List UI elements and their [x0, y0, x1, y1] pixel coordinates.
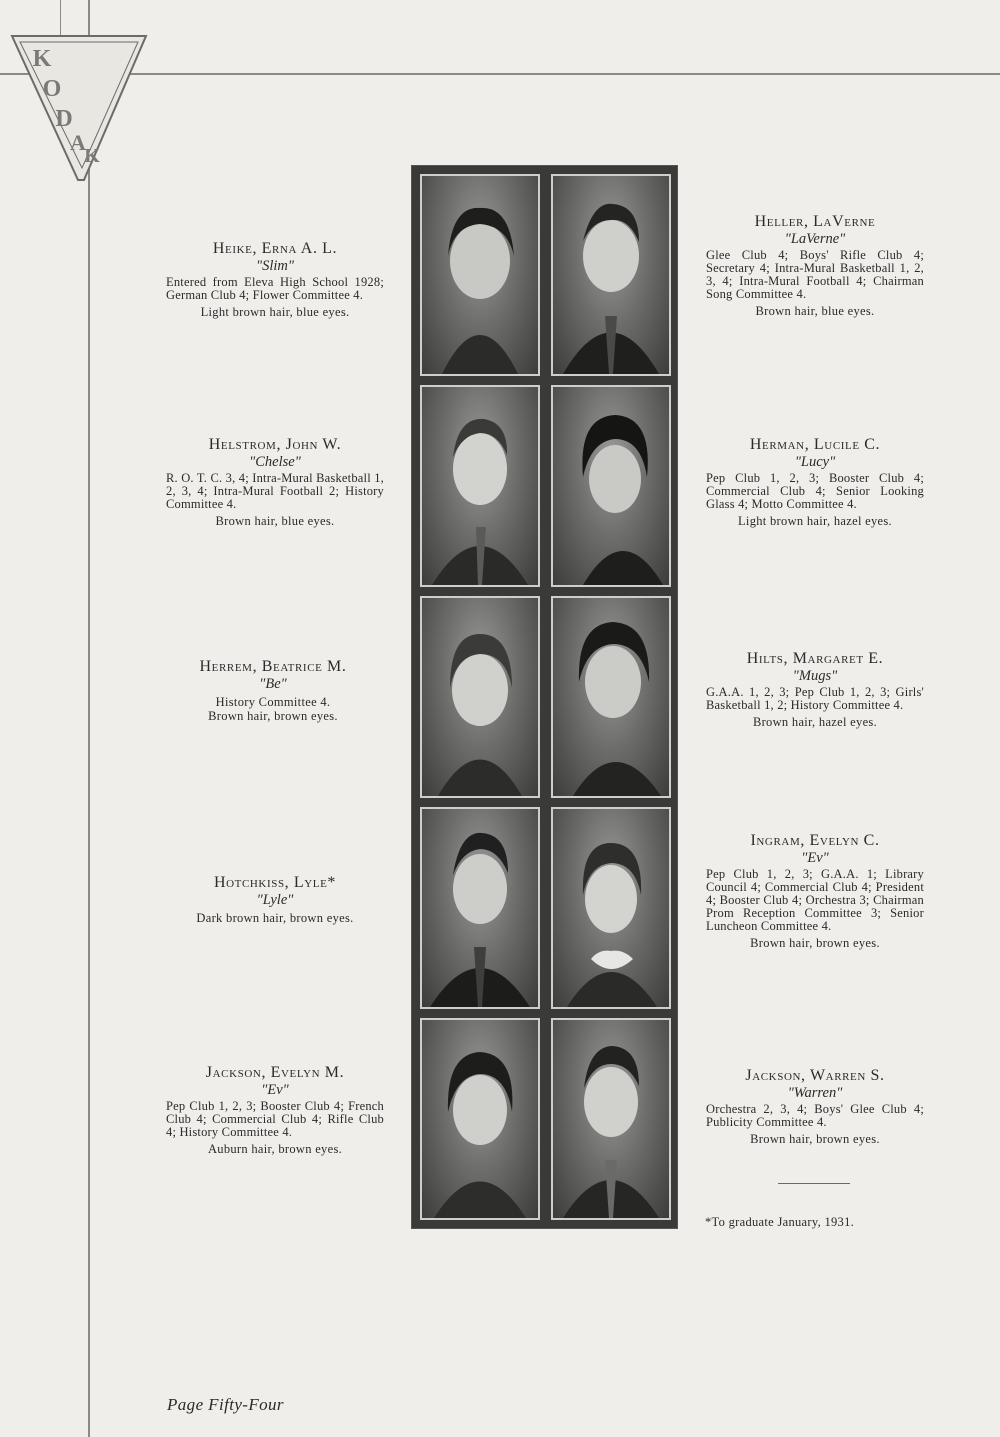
student-activities: Entered from Eleva High School 1928; German Club 4; Flower Committee 4.	[166, 275, 384, 302]
logo-letter: K	[32, 46, 52, 72]
bio-hilts	[706, 650, 924, 729]
portrait-photo-hotchkiss	[420, 807, 540, 1009]
portrait-photo-helstrom	[420, 385, 540, 587]
photo-strip	[411, 165, 678, 1229]
student-description: Light brown hair, hazel eyes.	[738, 514, 892, 528]
student-description: Brown hair, blue eyes.	[215, 514, 335, 528]
student-nickname: "LaVerne"	[784, 231, 846, 247]
student-name: Ingram, Evelyn C.	[750, 832, 880, 849]
student-activities: Pep Club 1, 2, 3; Booster Club 4; Commercial Club 4; Senior Looking Glass 4; Motto Committee 4.	[706, 471, 924, 511]
bio-heike	[166, 240, 384, 319]
footnote: *To graduate January, 1931.	[705, 1215, 855, 1229]
student-activities: History Committee 4.	[215, 695, 331, 709]
bio-jackson-warren	[706, 1067, 924, 1146]
portrait-photo-ingram	[551, 807, 671, 1009]
portrait-photo-herrem	[420, 596, 540, 798]
logo-letter: D	[55, 106, 73, 132]
student-nickname: "Chelse"	[249, 454, 301, 470]
student-activities: Pep Club 1, 2, 3; Booster Club 4; French Club 4; Commercial Club 4; Rifle Club 4; History Committee 4.	[166, 1099, 384, 1139]
page-number: Page Fifty-Four	[167, 1395, 284, 1414]
student-nickname: "Ev"	[261, 1082, 289, 1098]
student-description: Light brown hair, blue eyes.	[200, 305, 350, 319]
student-description: Auburn hair, brown eyes.	[207, 1142, 343, 1156]
bio-herman	[706, 436, 924, 528]
student-name: Heller, LaVerne	[754, 213, 876, 230]
student-description: Brown hair, blue eyes.	[755, 304, 875, 318]
student-name: Herrem, Beatrice M.	[199, 658, 347, 675]
student-activities: G.A.A. 1, 2, 3; Pep Club 1, 2, 3; Girls' Basketball 1, 2; History Committee 4.	[706, 685, 924, 712]
student-name: Herman, Lucile C.	[749, 436, 881, 453]
logo-letter: O	[42, 76, 62, 102]
bio-hotchkiss	[166, 874, 384, 925]
portrait-photo-heike	[420, 174, 540, 376]
kodak-logo	[0, 0, 160, 190]
portrait-photo-jackson-evelyn	[420, 1018, 540, 1220]
student-description: Brown hair, brown eyes.	[750, 1132, 880, 1146]
student-nickname: "Be"	[259, 676, 287, 692]
student-name: Hilts, Margaret E.	[746, 650, 884, 667]
portrait-photo-heller	[551, 174, 671, 376]
portrait-photo-herman	[551, 385, 671, 587]
student-description: Dark brown hair, brown eyes.	[196, 911, 354, 925]
footnote-divider	[778, 1183, 850, 1184]
student-name: Helstrom, John W.	[208, 436, 342, 453]
portrait-photo-hilts	[551, 596, 671, 798]
student-nickname: "Mugs"	[792, 668, 838, 684]
student-name: Heike, Erna A. L.	[212, 240, 338, 257]
student-activities: Glee Club 4; Boys' Rifle Club 4; Secretary 4; Intra-Mural Basketball 1, 2, 3, 4; Intra-Mural Football 4; Chairman Song Committee 4.	[706, 248, 924, 301]
student-activities: R. O. T. C. 3, 4; Intra-Mural Basketball 1, 2, 3, 4; Intra-Mural Football 2; History Committee 4.	[166, 471, 384, 511]
left-vertical-rule	[88, 0, 90, 1437]
student-name: Hotchkiss, Lyle*	[213, 874, 337, 891]
logo-letter: A	[70, 130, 86, 155]
bio-herrem	[164, 658, 382, 723]
student-nickname: "Warren"	[787, 1085, 843, 1101]
student-nickname: "Slim"	[256, 258, 294, 274]
bio-heller	[706, 213, 924, 318]
student-nickname: "Lucy"	[794, 454, 836, 470]
student-nickname: "Ev"	[801, 850, 829, 866]
student-description: Brown hair, brown eyes.	[208, 709, 338, 723]
student-activities: Pep Club 1, 2, 3; G.A.A. 1; Library Council 4; Commercial Club 4; President 4; Booster Club 4; Orchestra 3; Chairman Prom Reception Committee 3; Senior Luncheon Committee 4.	[706, 867, 924, 933]
bio-helstrom	[166, 436, 384, 528]
student-name: Jackson, Warren S.	[745, 1067, 885, 1084]
portrait-photo-jackson-warren	[551, 1018, 671, 1220]
student-name: Jackson, Evelyn M.	[205, 1064, 345, 1081]
logo-letter: K	[84, 145, 100, 167]
bio-jackson-evelyn	[166, 1064, 384, 1156]
student-activities: Orchestra 2, 3, 4; Boys' Glee Club 4; Publicity Committee 4.	[706, 1102, 924, 1129]
bio-ingram	[706, 832, 924, 950]
student-description: Brown hair, hazel eyes.	[752, 715, 878, 729]
student-nickname: "Lyle"	[256, 892, 294, 908]
student-description: Brown hair, brown eyes.	[750, 936, 880, 950]
